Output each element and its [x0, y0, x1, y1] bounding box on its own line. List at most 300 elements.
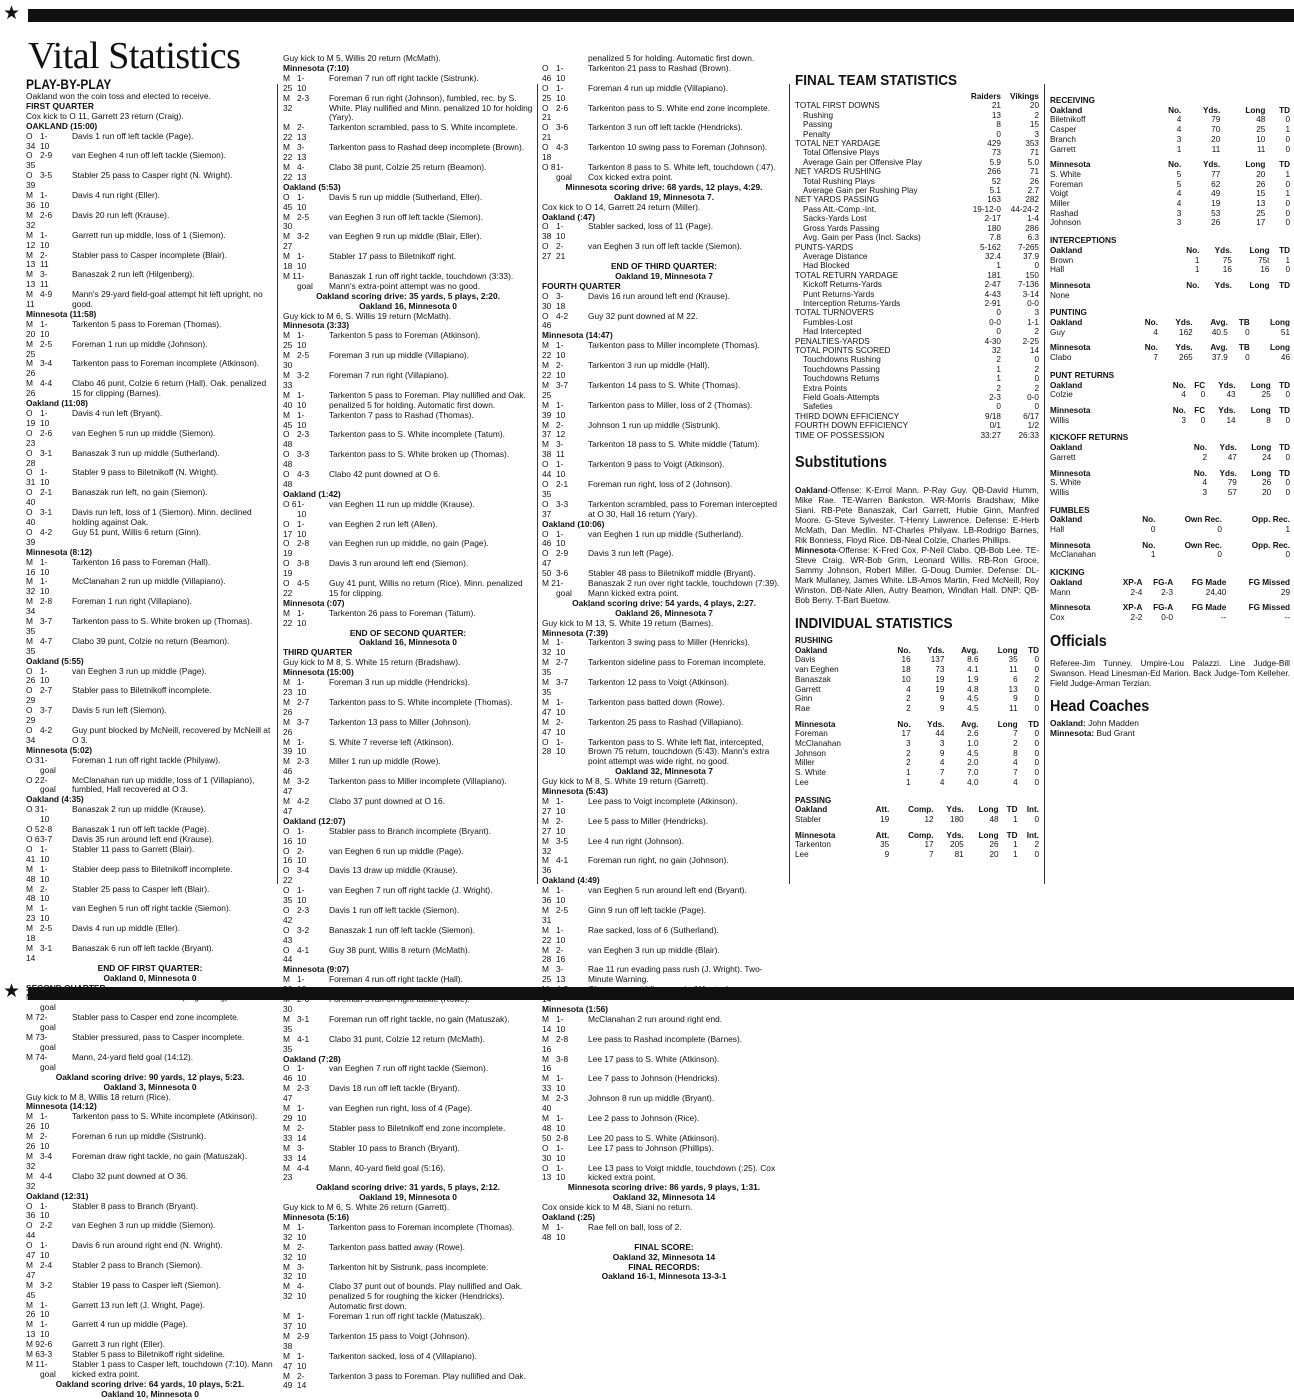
yard-line: M 14 — [542, 1013, 552, 1034]
star-icon: ★ — [3, 980, 21, 1002]
yard-line: M 14 — [542, 984, 552, 1005]
section-label: INTERCEPTIONS — [1050, 236, 1117, 246]
vikings-value: 15 — [1029, 120, 1039, 130]
down-distance: 3-1 — [297, 1013, 310, 1024]
team-name: Minnesota — [1050, 160, 1091, 170]
stat-row — [795, 431, 1039, 440]
col-header: Opp. Rec. — [1251, 540, 1290, 550]
play-row — [26, 1112, 274, 1132]
stat-value: 0 — [1285, 478, 1290, 488]
kicking-table — [1050, 568, 1290, 623]
play-row — [26, 924, 274, 944]
play-description: Foreman 3 run up middle (Villapiano). — [329, 350, 469, 361]
yard-line: M 13 — [26, 249, 36, 270]
col-header: FG Missed — [1248, 577, 1290, 587]
yard-line: M 32 — [542, 637, 552, 658]
player-row — [795, 704, 1039, 714]
yard-line: M 26 — [26, 1111, 36, 1132]
play-row — [542, 530, 786, 550]
play-description: Tarkenton 3 swing pass to Miller (Henricks). — [588, 637, 750, 648]
play-row — [283, 74, 533, 94]
down-distance: 2-16 — [556, 944, 566, 965]
stat-value: 1 — [1285, 525, 1290, 535]
stat-value: 1 — [1013, 814, 1018, 824]
section-label: RUSHING — [795, 636, 833, 646]
down-distance: 1-10 — [297, 825, 307, 846]
play-row — [26, 805, 274, 825]
team-header — [1050, 541, 1290, 551]
yard-line: O 40 — [26, 487, 36, 508]
play-description: Banaszak 6 run off left tackle (Bryant). — [72, 942, 214, 953]
down-distance: 1-10 — [297, 498, 307, 519]
col-header: Long — [997, 719, 1018, 729]
stat-value: 265 — [1179, 353, 1193, 363]
down-distance: 3-7 — [297, 716, 310, 727]
stat-value: 0 — [1034, 665, 1039, 675]
yard-line: M 36 — [542, 885, 552, 906]
individual-stats-title: INDIVIDUAL STATISTICS — [795, 615, 953, 633]
yard-line: O 3 — [26, 754, 40, 765]
col-header: Long — [1245, 160, 1266, 170]
blank — [1132, 506, 1156, 516]
team-header — [795, 646, 1039, 656]
down-distance: 2-7 — [556, 657, 569, 668]
down-distance: 1-10 — [40, 229, 50, 250]
play-description: van Eeghen 9 run up middle (Blair, Eller). — [329, 231, 482, 242]
drive-heading: Minnesota (5:02) — [26, 744, 93, 755]
stat-value: 8.6 — [967, 655, 979, 665]
team-header — [1050, 578, 1290, 588]
col-header: No. — [1144, 318, 1158, 328]
play-row — [542, 718, 786, 738]
stat-value: 0 — [1285, 452, 1290, 462]
stat-label: Touchdowns Returns — [803, 374, 880, 384]
yard-line: O 47 — [26, 1240, 36, 1261]
play-row — [283, 906, 533, 926]
player-row — [1050, 613, 1290, 623]
play-row — [542, 460, 786, 480]
player-name: S. White — [1050, 169, 1081, 179]
column-divider — [789, 84, 790, 884]
kickoff-line: Cox kick to O 14, Garrett 24 return (Miller). — [542, 201, 701, 212]
stat-row — [795, 158, 1039, 167]
stat-row — [795, 421, 1039, 430]
player-name: Mann — [1050, 587, 1071, 597]
vikings-value: 2 — [1034, 327, 1039, 337]
play-row — [283, 827, 533, 847]
stat-value: 11 — [1211, 144, 1221, 154]
stat-label: Touchdowns Passing — [803, 364, 880, 374]
raiders-value: 0 — [996, 129, 1001, 139]
play-description: van Eeghen 5 run around left end (Bryant). — [588, 885, 747, 896]
yard-line: M 39 — [542, 399, 552, 420]
down-distance: 3-14 — [297, 1142, 307, 1163]
stat-value: 5 — [1176, 179, 1182, 189]
raiders-value: 5-162 — [980, 242, 1001, 252]
down-distance: 1-10 — [297, 974, 307, 995]
stat-value: 35 — [880, 840, 890, 850]
col-header: No. — [1193, 468, 1208, 478]
yard-line: O 21 — [542, 102, 552, 123]
play-description: S. White 7 reverse left (Atkinson). — [329, 736, 454, 747]
yard-line: O 43 — [283, 924, 293, 945]
vikings-value: 71 — [1029, 167, 1039, 177]
play-row — [26, 191, 274, 211]
play-row — [26, 1013, 274, 1033]
player-name: Lee — [795, 850, 809, 860]
yard-line: M 14 — [26, 942, 36, 963]
stat-value: 26 — [1262, 478, 1272, 488]
play-description: Stabler 19 pass to Casper left (Siemon). — [72, 1279, 221, 1290]
raiders-value: 429 — [987, 139, 1001, 149]
play-row — [283, 866, 533, 886]
play-row — [283, 371, 533, 391]
player-name: Foreman — [795, 729, 828, 739]
player-row — [1050, 328, 1290, 338]
down-distance: 1-10 — [40, 665, 50, 686]
play-description: Rae 11 run evading pass rush (J. Wright). Two-Minute Warning. — [588, 964, 763, 985]
col-header: TD — [1006, 805, 1018, 815]
yard-line: M 31 — [542, 904, 552, 925]
stat-label: Penalty — [803, 129, 831, 139]
drive-heading: FOURTH QUARTER — [542, 280, 621, 291]
down-distance: 2-9 — [40, 150, 53, 161]
play-row — [283, 678, 533, 698]
yard-line: O 44 — [26, 1220, 36, 1241]
play-description: Guy 38 punt, Willis 8 return (McMath). — [329, 944, 471, 955]
section-label: KICKOFF RETURNS — [1050, 433, 1129, 443]
yard-line: M 22 — [283, 122, 293, 143]
player-name: Biletnikoff — [1050, 115, 1086, 125]
play-description: Banaszak 2 run over right tackle, touchdown (7:39). Mann kicked extra point. — [588, 578, 780, 598]
stat-label: Pass Att.-Comp.-Int. — [803, 204, 877, 214]
stat-value: 25 — [1256, 208, 1266, 218]
stat-row — [795, 148, 1039, 157]
vikings-value: 71 — [1029, 148, 1039, 158]
down-distance: 2-10 — [40, 883, 50, 904]
yard-line: O 18 — [542, 142, 552, 163]
stat-row — [795, 233, 1039, 242]
down-distance: 1-10 — [556, 885, 566, 906]
play-description: Foreman 3 run up middle (Hendricks). — [329, 677, 471, 688]
play-description: Stabler 9 pass to Biletnikoff (N. Wright). — [72, 467, 219, 478]
play-row — [283, 94, 533, 124]
yard-line: M 26 — [283, 974, 293, 995]
down-distance: 3-1 — [40, 447, 53, 458]
col-header: Long — [1249, 280, 1270, 290]
down-distance: 1-10 — [297, 736, 307, 757]
down-distance: 3-6 — [556, 568, 569, 579]
yard-line: O 19 — [283, 558, 293, 579]
subs-oakland — [795, 485, 1039, 545]
yard-line: M 47 — [283, 776, 293, 797]
play-row — [542, 440, 786, 460]
team-header — [1050, 343, 1290, 353]
stat-value: 1 — [1150, 550, 1156, 560]
play-row — [542, 1144, 786, 1164]
stat-value: 0 — [1034, 694, 1039, 704]
team-name: Minnesota — [795, 830, 836, 840]
coach-team: Minnesota: — [1050, 727, 1095, 738]
play-row — [283, 797, 533, 817]
stat-row — [795, 365, 1039, 374]
play-description: Stabler pass to Casper end zone incomplete. — [72, 1012, 240, 1023]
stat-value: 13 — [1008, 684, 1018, 694]
stat-value: 15 — [1256, 189, 1266, 199]
stat-value: 25 — [1256, 125, 1266, 135]
play-description: Rae fell on ball, loss of 2. — [588, 1221, 682, 1232]
score-summary: Oakland scoring drive: 54 yards, 4 plays, 2:27. — [572, 597, 756, 608]
raiders-value: 0 — [996, 308, 1001, 318]
player-name: Garrett — [1050, 144, 1076, 154]
player-row — [1050, 189, 1290, 199]
col-header: TD — [1279, 245, 1290, 255]
down-distance: 2-14 — [297, 1122, 307, 1143]
yard-line: M 45 — [283, 409, 293, 430]
yard-line: M 47 — [283, 1083, 293, 1104]
down-distance: 1-10 — [40, 1319, 50, 1340]
stat-value: 20 — [989, 850, 999, 860]
yard-line: M 33 — [283, 1142, 293, 1163]
stat-label: TOTAL TURNOVERS — [795, 308, 874, 318]
play-description: Tarkenton 15 pass to Voigt (Johnson). — [329, 1330, 470, 1341]
kickoff-line: Guy kick to M 8, S. White 15 return (Bradshaw). — [283, 657, 461, 668]
play-row — [542, 886, 786, 906]
blank — [1220, 96, 1265, 106]
stat-value: 79 — [1227, 478, 1237, 488]
team-header — [1050, 469, 1290, 479]
play-row — [542, 341, 786, 361]
play-description: Foreman 7 run off right tackle (Sistrunk). — [329, 72, 479, 83]
down-distance: 4-1 — [556, 855, 569, 866]
yard-line: M 27 — [283, 231, 293, 252]
vikings-value: 20 — [1029, 101, 1039, 111]
play-row — [26, 1202, 274, 1222]
yard-line: M 18 — [26, 923, 36, 944]
play-row — [283, 411, 533, 431]
drive-heading: Oakland (4:49) — [542, 875, 600, 886]
raiders-value: 52 — [991, 176, 1001, 186]
play-row — [26, 865, 274, 885]
down-distance: 1-10 — [40, 190, 50, 210]
team-header — [1050, 281, 1290, 291]
stat-value: 4 — [1013, 758, 1018, 768]
play-description: Banaszak 3 run up middle (Sutherland). — [72, 447, 220, 458]
play-row — [283, 1312, 533, 1332]
play-description: Davis 35 run around left end (Krause). — [72, 833, 214, 844]
down-distance: 1-10 — [40, 556, 50, 577]
stat-value: 0 — [1034, 739, 1039, 749]
yard-line: M 38 — [542, 439, 552, 460]
down-distance: 2-5 — [40, 338, 53, 349]
raiders-value: 9/18 — [985, 411, 1001, 421]
play-row — [542, 1114, 786, 1134]
drive-heading: Minnesota (5:16) — [283, 1212, 350, 1223]
play-description: Tarkenton pass to Miller incomplete (Thomas). — [588, 340, 760, 351]
stat-value: 14 — [1226, 415, 1236, 425]
down-distance: 2-9 — [556, 548, 569, 559]
down-distance: 1-10 — [556, 736, 566, 757]
play-description: Davis 1 run off left tackle (Page). — [72, 130, 194, 141]
yard-line: O 8 — [542, 161, 556, 172]
play-description: Stabler 11 pass to Garrett (Blair). — [72, 843, 195, 854]
play-row — [26, 686, 274, 706]
stat-label: Total Offensive Plays — [803, 148, 880, 158]
stat-value: 1 — [1285, 255, 1290, 265]
stat-value: 25 — [1261, 390, 1271, 400]
blank — [1232, 236, 1270, 246]
down-distance: 2-2 — [40, 1220, 53, 1231]
down-distance: 4-3 — [297, 469, 310, 480]
stat-row — [795, 402, 1039, 411]
yard-line: O 19 — [26, 408, 36, 428]
yard-line: M 22 — [283, 607, 293, 628]
stat-value: 7 — [1153, 353, 1158, 363]
stat-value: 7 — [939, 768, 945, 778]
stat-value: 19 — [880, 814, 890, 824]
stat-row — [795, 167, 1039, 176]
stat-value: 0-0 — [1161, 612, 1174, 622]
yard-line: M 25 — [26, 338, 36, 359]
col-header: FG-A — [1153, 577, 1174, 587]
play-description: van Eeghen 3 run up middle (Page). — [72, 665, 207, 676]
stat-value: 43 — [1226, 390, 1236, 400]
blank — [1222, 506, 1290, 516]
blank — [1269, 236, 1290, 246]
stat-value: 0 — [1034, 703, 1039, 713]
passing-table — [795, 796, 1039, 860]
yard-line: M 22 — [283, 161, 293, 182]
blank — [1250, 308, 1290, 318]
play-row — [542, 856, 786, 876]
down-distance: 1-goal — [40, 992, 56, 1013]
team-name: Minnesota — [1050, 603, 1091, 613]
section-label: PASSING — [795, 795, 832, 805]
yard-line: O 38 — [542, 221, 552, 242]
score-summary: Oakland 16, Minnesota 0 — [359, 300, 457, 311]
vikings-value: 1-4 — [1027, 214, 1039, 224]
yard-line: M 36 — [542, 855, 552, 876]
score-summary: Oakland 26, Minnesota 7 — [615, 607, 713, 618]
stat-value: 4 — [939, 758, 945, 768]
stat-row — [795, 111, 1039, 120]
col-header: XP-A — [1122, 577, 1143, 587]
stat-label: TOTAL FIRST DOWNS — [795, 101, 880, 111]
stat-value: 0 — [1285, 487, 1290, 497]
yard-line: M 30 — [283, 211, 293, 232]
play-by-play-list — [26, 92, 274, 1400]
col-header: Yds. — [946, 830, 964, 840]
blank — [866, 796, 890, 806]
play-description: Foreman 6 run up middle (Sistrunk). — [72, 1131, 207, 1142]
vikings-value: 2-25 — [1022, 336, 1039, 346]
play-row — [542, 837, 786, 857]
head-coaches-title: Head Coaches — [1050, 697, 1150, 715]
down-distance: 2-3 — [297, 92, 310, 103]
play-row — [26, 231, 274, 251]
drive-heading: Oakland (5:55) — [26, 655, 84, 666]
player-name: Cox — [1050, 612, 1065, 622]
raiders-value: 5.9 — [989, 157, 1001, 167]
play-description: van Eeghen 3 run off left tackle (Siemon). — [588, 241, 742, 252]
play-description: Tarkenton pass to Rashad deep incomplete (Brown). — [329, 142, 525, 153]
play-description: Davis 6 run around right end (N. Wright). — [72, 1240, 223, 1251]
blank — [1226, 568, 1290, 578]
stat-value: 16 — [1222, 265, 1232, 275]
section-title — [1050, 308, 1290, 318]
down-distance: 2-11 — [40, 249, 49, 270]
yard-line: M 47 — [542, 716, 552, 737]
yard-line: M 16 — [542, 1033, 552, 1054]
player-row — [1050, 115, 1290, 125]
stat-value: 62 — [1211, 179, 1221, 189]
down-distance: 1-10 — [40, 804, 50, 825]
play-row — [542, 1035, 786, 1055]
stat-label: Sacks-Yards Lost — [803, 214, 867, 224]
score-summary: Oakland 19, Minnesota 7 — [615, 270, 713, 281]
blank — [1018, 636, 1039, 646]
play-description: van Eeghen 3 run up middle (Blair). — [588, 944, 720, 955]
stat-row — [795, 195, 1039, 204]
col-header: No. — [1172, 380, 1186, 390]
col-header: Long — [978, 805, 999, 815]
team-name: Oakland — [1050, 515, 1083, 525]
yard-line: O 26 — [26, 665, 36, 686]
down-distance: 2-10 — [556, 716, 566, 737]
play-description: Stabler 8 pass to Branch (Bryant). — [72, 1200, 199, 1211]
fumbles-table — [1050, 506, 1290, 561]
stat-value: 3 — [1176, 208, 1182, 218]
stat-value: 2 — [1034, 840, 1039, 850]
col-header: Yds. — [1219, 443, 1237, 453]
vikings-value: 353 — [1025, 139, 1039, 149]
play-row — [26, 776, 274, 796]
stat-value: 2 — [906, 758, 911, 768]
down-distance: 3-4 — [40, 358, 53, 369]
down-distance: 3-4 — [40, 1150, 53, 1161]
stat-value: 2-3 — [1161, 587, 1174, 597]
play-description: McClanahan run up middle, loss of 1 (Villapiano), fumbled, Hall recovered at O 3. — [72, 774, 255, 795]
play-description: Foreman 4 run up middle (Villapiano). — [588, 82, 728, 93]
yard-line: M 12 — [26, 229, 36, 250]
stat-value: 2-4 — [1130, 587, 1143, 597]
play-description: Foreman 4 run off right tackle (Hall). — [329, 974, 463, 985]
col-header: TD — [1279, 380, 1290, 390]
stat-value: 4 — [1202, 478, 1208, 488]
stat-row — [795, 101, 1039, 110]
down-distance: 1-10 — [297, 607, 307, 628]
individual-stats — [795, 636, 1039, 860]
play-description: Stabler 2 pass to Branch (Siemon). — [72, 1259, 203, 1270]
down-distance: 4-2 — [556, 984, 569, 995]
col-header: TD — [1279, 443, 1290, 453]
team-name: Minnesota — [795, 719, 836, 729]
col-header: No. — [1186, 245, 1200, 255]
raiders-value: 4-30 — [984, 336, 1001, 346]
yard-line: O 3 — [26, 804, 40, 815]
yard-line: M 27 — [542, 815, 552, 836]
stat-value: 0 — [1285, 134, 1290, 144]
play-row — [283, 1263, 533, 1283]
play-row — [283, 213, 533, 233]
player-row — [795, 655, 1039, 665]
vikings-value: 0-0 — [1027, 298, 1039, 308]
player-name: Lee — [795, 777, 809, 787]
stat-label: Extra Points — [803, 383, 848, 393]
col-header: FG-A — [1153, 603, 1174, 613]
stat-value: 0 — [1285, 265, 1290, 275]
down-distance: 2-10 — [297, 1241, 307, 1262]
